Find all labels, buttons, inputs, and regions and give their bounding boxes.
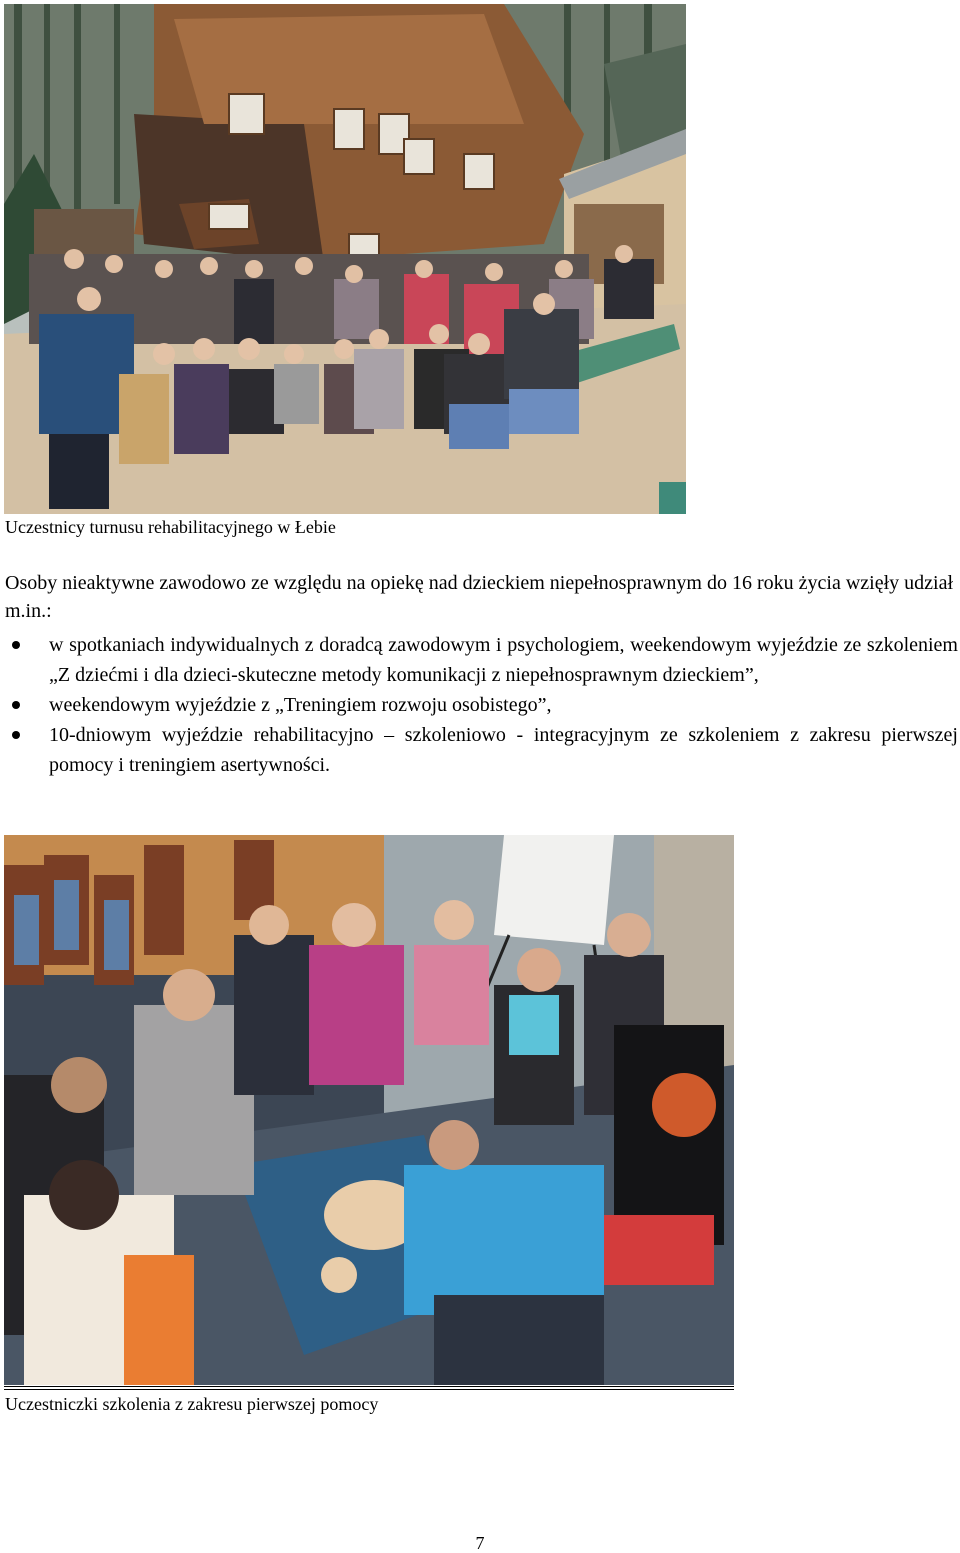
first-aid-training-photo: [4, 835, 734, 1385]
group-photo-upside-down-house: [4, 4, 686, 514]
list-item-text: weekendowym wyjeździe z „Treningiem rozwoju osobistego”,: [49, 694, 552, 716]
intro-paragraph: Osoby nieaktywne zawodowo ze względu na opiekę nad dzieckiem niepełnosprawnym do 16 roku życia wzięły udział m.in.:: [5, 572, 954, 622]
list-item-text: 10-dniowym wyjeździe rehabilitacyjno – szkoleniowo - integracyjnym ze szkoleniem z zakresu pierwszej pomocy i treningiem asertywności.: [49, 724, 958, 776]
list-item: [0, 630, 960, 690]
bullet-list: [0, 630, 960, 780]
figure-caption: Uczestniczki szkolenia z zakresu pierwszej pomocy: [5, 1394, 379, 1414]
bullet-icon: [12, 641, 20, 649]
divider: [4, 1386, 734, 1387]
page-number: 7: [475, 1533, 485, 1553]
list-item: [0, 690, 960, 720]
divider: [4, 1389, 734, 1390]
bullet-icon: [12, 731, 20, 739]
list-item: [0, 720, 960, 780]
bullet-icon: [12, 701, 20, 709]
list-item-text: w spotkaniach indywidualnych z doradcą zawodowym i psychologiem, weekendowym wyjeździe ze szkoleniem „Z dziećmi i dla dzieci-skuteczne metody komunikacji z niepełnosprawnym dzieckiem”,: [49, 634, 958, 686]
figure-caption: Uczestnicy turnusu rehabilitacyjnego w Łebie: [5, 517, 336, 537]
